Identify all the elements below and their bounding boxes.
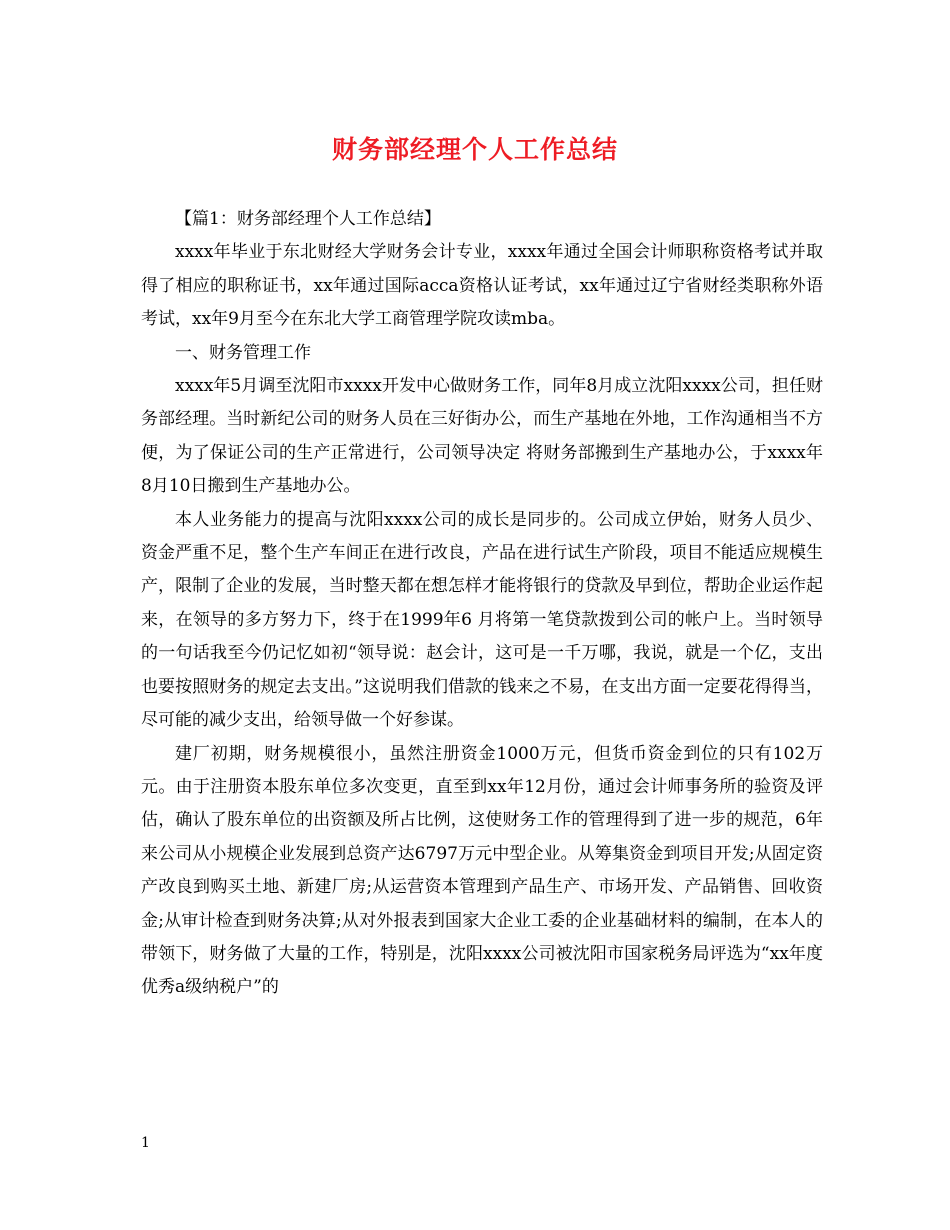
- page-number: 1: [141, 1135, 150, 1151]
- document-title: 财务部经理个人工作总结: [331, 135, 618, 164]
- body-paragraph: xxxx年5月调至沈阳市xxxx开发中心做财务工作，同年8月成立沈阳xxxx公司，担任财务部经理。当时新纪公司的财务人员在三好街办公，而生产基地在外地，工作沟通相当不方便，为了保证公司的生产正常进行，公司领导决定 将财务部搬到生产基地办公，于xxxx年8月10日搬到生产基地办公。: [141, 376, 823, 497]
- body-paragraph: 本人业务能力的提高与沈阳xxxx公司的成长是同步的。公司成立伊始，财务人员少、资金严重不足，整个生产车间正在进行改良，产品在进行试生产阶段，项目不能适应规模生产，限制了企业的发展，当时整天都在想怎样才能将银行的贷款及早到位，帮助企业运作起来，在领导的多方努力下，终于在1999年6 月将第一笔贷款拨到公司的帐户上。当时领导的一句话我至今仍记忆如初“领导说：赵会计，这可是一千万哪，我说，就是一个亿，支出也要按照财务的规定去支出。”这说明我们借款的钱来之不易，在支出方面一定要花得得当，尽可能的减少支出，给领导做一个好参谋。: [141, 509, 823, 731]
- document-body: [141, 203, 823, 1005]
- section-heading: 【篇1：财务部经理个人工作总结】: [175, 209, 441, 229]
- body-paragraph: xxxx年毕业于东北财经大学财务会计专业，xxxx年通过全国会计师职称资格考试并取得了相应的职称证书，xx年通过国际acca资格认证考试，xx年通过辽宁省财经类职称外语考试，xx年9月至今在东北大学工商管理学院攻读mba。: [141, 242, 823, 330]
- body-paragraph: 建厂初期，财务规模很小，虽然注册资金1000万元，但货币资金到位的只有102万元。由于注册资本股东单位多次变更，直至到xx年12月份，通过会计师事务所的验资及评估，确认了股东单位的出资额及所占比例，这使财务工作的管理得到了进一步的规范，6年来公司从小规模企业发展到总资产达6797万元中型企业。从筹集资金到项目开发;从固定资产改良到购买土地、新建厂房;从运营资本管理到产品生产、市场开发、产品销售、回收资金;从审计检查到财务决算;从对外报表到国家大企业工委的企业基础材料的编制，在本人的带领下，财务做了大量的工作，特别是，沈阳xxxx公司被沈阳市国家税务局评选为“xx年度优秀a级纳税户”的: [141, 743, 823, 998]
- subsection-heading: 一、财务管理工作: [175, 342, 311, 363]
